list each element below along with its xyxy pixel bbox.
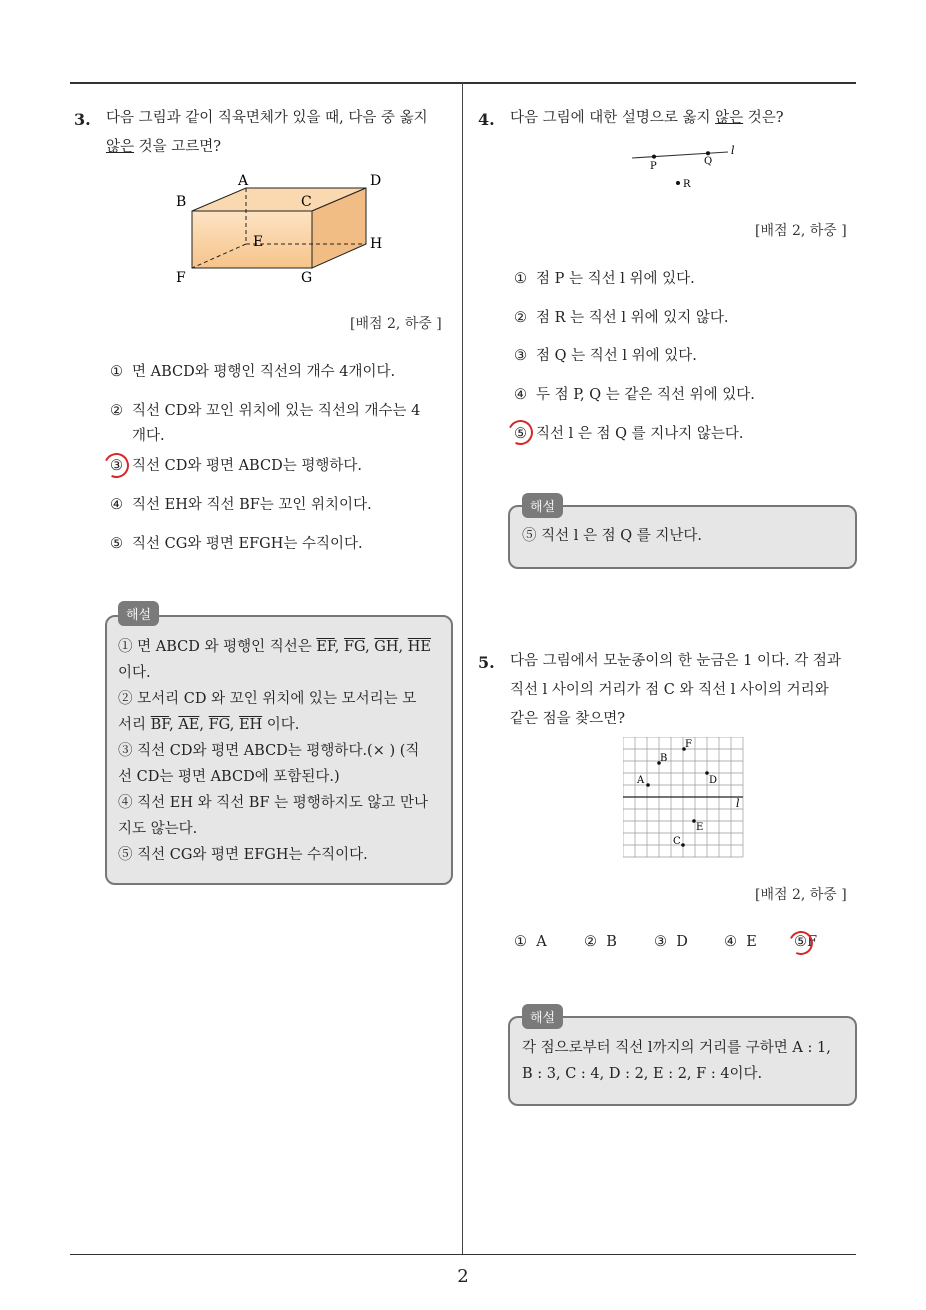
q5-sol-line1: 각 점으로부터 직선 l까지의 거리를 구하면 A : 1, (522, 1040, 831, 1056)
segment-eh: $\overline{EH}$ (238, 717, 263, 733)
cuboid-front-face (192, 211, 312, 268)
column-divider (462, 82, 463, 1255)
q3-sol-l4i: 이다. (262, 717, 300, 733)
q3-sol-l1a: ① 면 ABCD 와 평행인 직선은 (118, 639, 317, 655)
point-c (681, 843, 685, 847)
q4-option-4[interactable] (514, 382, 755, 408)
q3-option-4-mark: ④ (110, 497, 123, 513)
q4-text (510, 104, 850, 133)
q5-option-3-mark: ③ (654, 934, 667, 950)
q5-option-4-mark: ④ (724, 934, 737, 950)
q5-option-4-text: E (746, 934, 757, 950)
q5-solution-tag: 해설 (522, 1004, 563, 1029)
label-p: P (650, 161, 657, 172)
q3-option-3-mark: ③ (110, 458, 123, 474)
q3-sol-line1 (118, 634, 448, 660)
q4-solution-text: ⑤ 직선 l 은 점 Q 를 지난다. (522, 528, 702, 544)
q5-text (510, 647, 860, 734)
q3-option-1-text: 면 ABCD와 평행인 직선의 개수 4개이다. (132, 364, 396, 380)
point-q (706, 151, 710, 155)
vertex-label-d: D (370, 173, 382, 189)
q3-sol-line6: 선 CD는 평면 ABCD에 포함된다.) (118, 769, 340, 785)
line-l (632, 152, 728, 158)
q3-option-2-text-cont: 개다. (132, 428, 165, 444)
vertex-label-f: F (176, 270, 186, 286)
q3-option-3-text: 직선 CD와 평면 ABCD는 평행하다. (132, 458, 362, 474)
q3-option-4-text: 직선 EH와 직선 BF는 꼬인 위치이다. (132, 497, 372, 513)
segment-bf: $\overline{BF}$ (150, 717, 170, 733)
label-e: E (696, 822, 704, 833)
segment-fg: $\overline{FG}$ (343, 639, 366, 655)
bottom-rule (70, 1254, 856, 1255)
q5-option-1[interactable] (514, 934, 547, 950)
line-point-figure (628, 142, 748, 194)
q3-option-5-text: 직선 CG와 평면 EFGH는 수직이다. (132, 536, 363, 552)
q3-sol-line2: 이다. (118, 665, 151, 681)
vertex-label-c: C (301, 194, 312, 210)
q4-option-1[interactable] (514, 266, 695, 292)
q3-solution-text (118, 634, 448, 868)
cuboid-figure (170, 168, 400, 292)
q4-option-4-mark: ④ (514, 387, 527, 403)
q3-option-2[interactable] (110, 398, 420, 424)
q5-option-1-mark: ① (514, 934, 527, 950)
label-l: l (731, 144, 735, 157)
q4-option-5-mark: ⑤ (514, 426, 527, 442)
label-d: D (709, 775, 718, 786)
q3-text-line2 (106, 133, 456, 162)
sep: , (334, 639, 344, 655)
q5-answer-circle (786, 928, 817, 959)
q3-sol-l4a: 서리 (118, 717, 151, 733)
q4-score: [배점 2, 하중 ] (755, 223, 847, 239)
sep: , (365, 639, 375, 655)
q5-text-line1: 다음 그림에서 모눈종이의 한 눈금은 1 이다. 각 점과 (510, 653, 841, 669)
label-q: Q (704, 156, 713, 167)
segment-he: $\overline{HE}$ (407, 639, 431, 655)
sep: , (169, 717, 179, 733)
q3-option-3[interactable] (110, 453, 362, 479)
sep: , (229, 717, 239, 733)
q4-number: 4. (478, 110, 495, 129)
q3-option-2-text: 직선 CD와 꼬인 위치에 있는 직선의 개수는 4 (132, 403, 421, 419)
q5-text-line2: 직선 l 사이의 거리가 점 C 와 직선 l 사이의 거리와 (510, 682, 829, 698)
label-l: l (736, 797, 740, 810)
q4-text-b: 것은? (743, 110, 784, 126)
q3-sol-line9: ⑤ 직선 CG와 평면 EFGH는 수직이다. (118, 847, 368, 863)
q5-option-4[interactable] (724, 934, 757, 950)
q3-solution-tag: 해설 (118, 601, 159, 626)
q4-option-3-mark: ③ (514, 348, 527, 364)
segment-fg: $\overline{FG}$ (208, 717, 230, 733)
q4-option-3[interactable] (514, 343, 697, 369)
q4-solution-tag: 해설 (522, 493, 563, 518)
q3-sol-line7: ④ 직선 EH 와 직선 BF 는 평행하지도 않고 만나 (118, 795, 429, 811)
q4-option-5[interactable] (514, 421, 743, 447)
label-b: B (660, 753, 668, 764)
q4-option-3-text: 점 Q 는 직선 l 위에 있다. (536, 348, 697, 364)
q3-option-5[interactable] (110, 531, 363, 557)
q5-option-2[interactable] (584, 934, 617, 950)
q3-text (106, 104, 456, 162)
q5-option-1-text: A (536, 934, 547, 950)
sep: , (199, 717, 209, 733)
q3-text-line2-rest: 것을 고르면? (134, 139, 222, 155)
q5-option-3[interactable] (654, 934, 688, 950)
point-a (646, 783, 650, 787)
label-f: F (685, 739, 692, 750)
q3-option-2-cont (132, 423, 165, 449)
page-number: 2 (457, 1266, 469, 1287)
q4-option-2-mark: ② (514, 310, 527, 326)
label-c: C (673, 836, 681, 847)
q5-text-line3: 같은 점을 찾으면? (510, 711, 626, 727)
q5-option-2-text: B (606, 934, 617, 950)
q5-sol-line2: B : 3, C : 4, D : 2, E : 2, F : 4이다. (522, 1066, 763, 1082)
q4-option-1-mark: ① (514, 271, 527, 287)
q3-text-line1: 다음 그림과 같이 직육면체가 있을 때, 다음 중 옳지 (106, 110, 428, 126)
q4-text-a: 다음 그림에 대한 설명으로 옳지 (510, 110, 716, 126)
q3-option-2-mark: ② (110, 403, 123, 419)
q5-option-5-text: F (807, 934, 818, 950)
q5-solution-text (522, 1035, 854, 1087)
q3-option-5-mark: ⑤ (110, 536, 123, 552)
q3-sol-line8: 지도 않는다. (118, 821, 198, 837)
q3-sol-line4 (118, 712, 448, 738)
q4-option-1-text: 점 P 는 직선 l 위에 있다. (536, 271, 695, 287)
q4-option-2-text: 점 R 는 직선 l 위에 있지 않다. (536, 310, 729, 326)
point-r (676, 181, 680, 185)
vertex-label-g: G (301, 270, 313, 286)
q3-score: [배점 2, 하중 ] (350, 316, 442, 332)
point-p (652, 155, 656, 159)
sep: , (398, 639, 408, 655)
q3-number: 3. (74, 110, 91, 129)
label-a: A (637, 775, 645, 786)
q4-option-4-text: 두 점 P, Q 는 같은 직선 위에 있다. (536, 387, 755, 403)
q4-underlined-word: 않은 (715, 110, 744, 126)
q3-sol-line3: ② 모서리 CD 와 꼬인 위치에 있는 모서리는 모 (118, 691, 417, 707)
q5-option-2-mark: ② (584, 934, 597, 950)
q5-option-5-mark: ⑤ (794, 934, 807, 950)
q5-score: [배점 2, 하중 ] (755, 887, 847, 903)
top-rule (70, 82, 856, 84)
vertex-label-b: B (176, 194, 187, 210)
vertex-label-e: E (253, 234, 264, 250)
q5-number: 5. (478, 653, 495, 672)
segment-ef: $\overline{EF}$ (316, 639, 335, 655)
grid-figure (623, 737, 749, 861)
q3-underlined-word: 않은 (106, 139, 135, 155)
q3-sol-line5: ③ 직선 CD와 평면 ABCD는 평행하다.(× ) (직 (118, 743, 420, 759)
segment-ae: $\overline{AE}$ (178, 717, 200, 733)
q3-option-1-mark: ① (110, 364, 123, 380)
q4-option-5-text: 직선 l 은 점 Q 를 지나지 않는다. (536, 426, 744, 442)
q4-option-2[interactable] (514, 305, 729, 331)
vertex-label-h: H (370, 236, 383, 252)
label-r: R (683, 179, 691, 190)
q3-option-4[interactable] (110, 492, 372, 518)
vertex-label-a: A (238, 173, 249, 189)
q5-option-3-text: D (676, 934, 688, 950)
segment-gh: $\overline{GH}$ (374, 639, 399, 655)
q3-option-1[interactable] (110, 359, 395, 385)
